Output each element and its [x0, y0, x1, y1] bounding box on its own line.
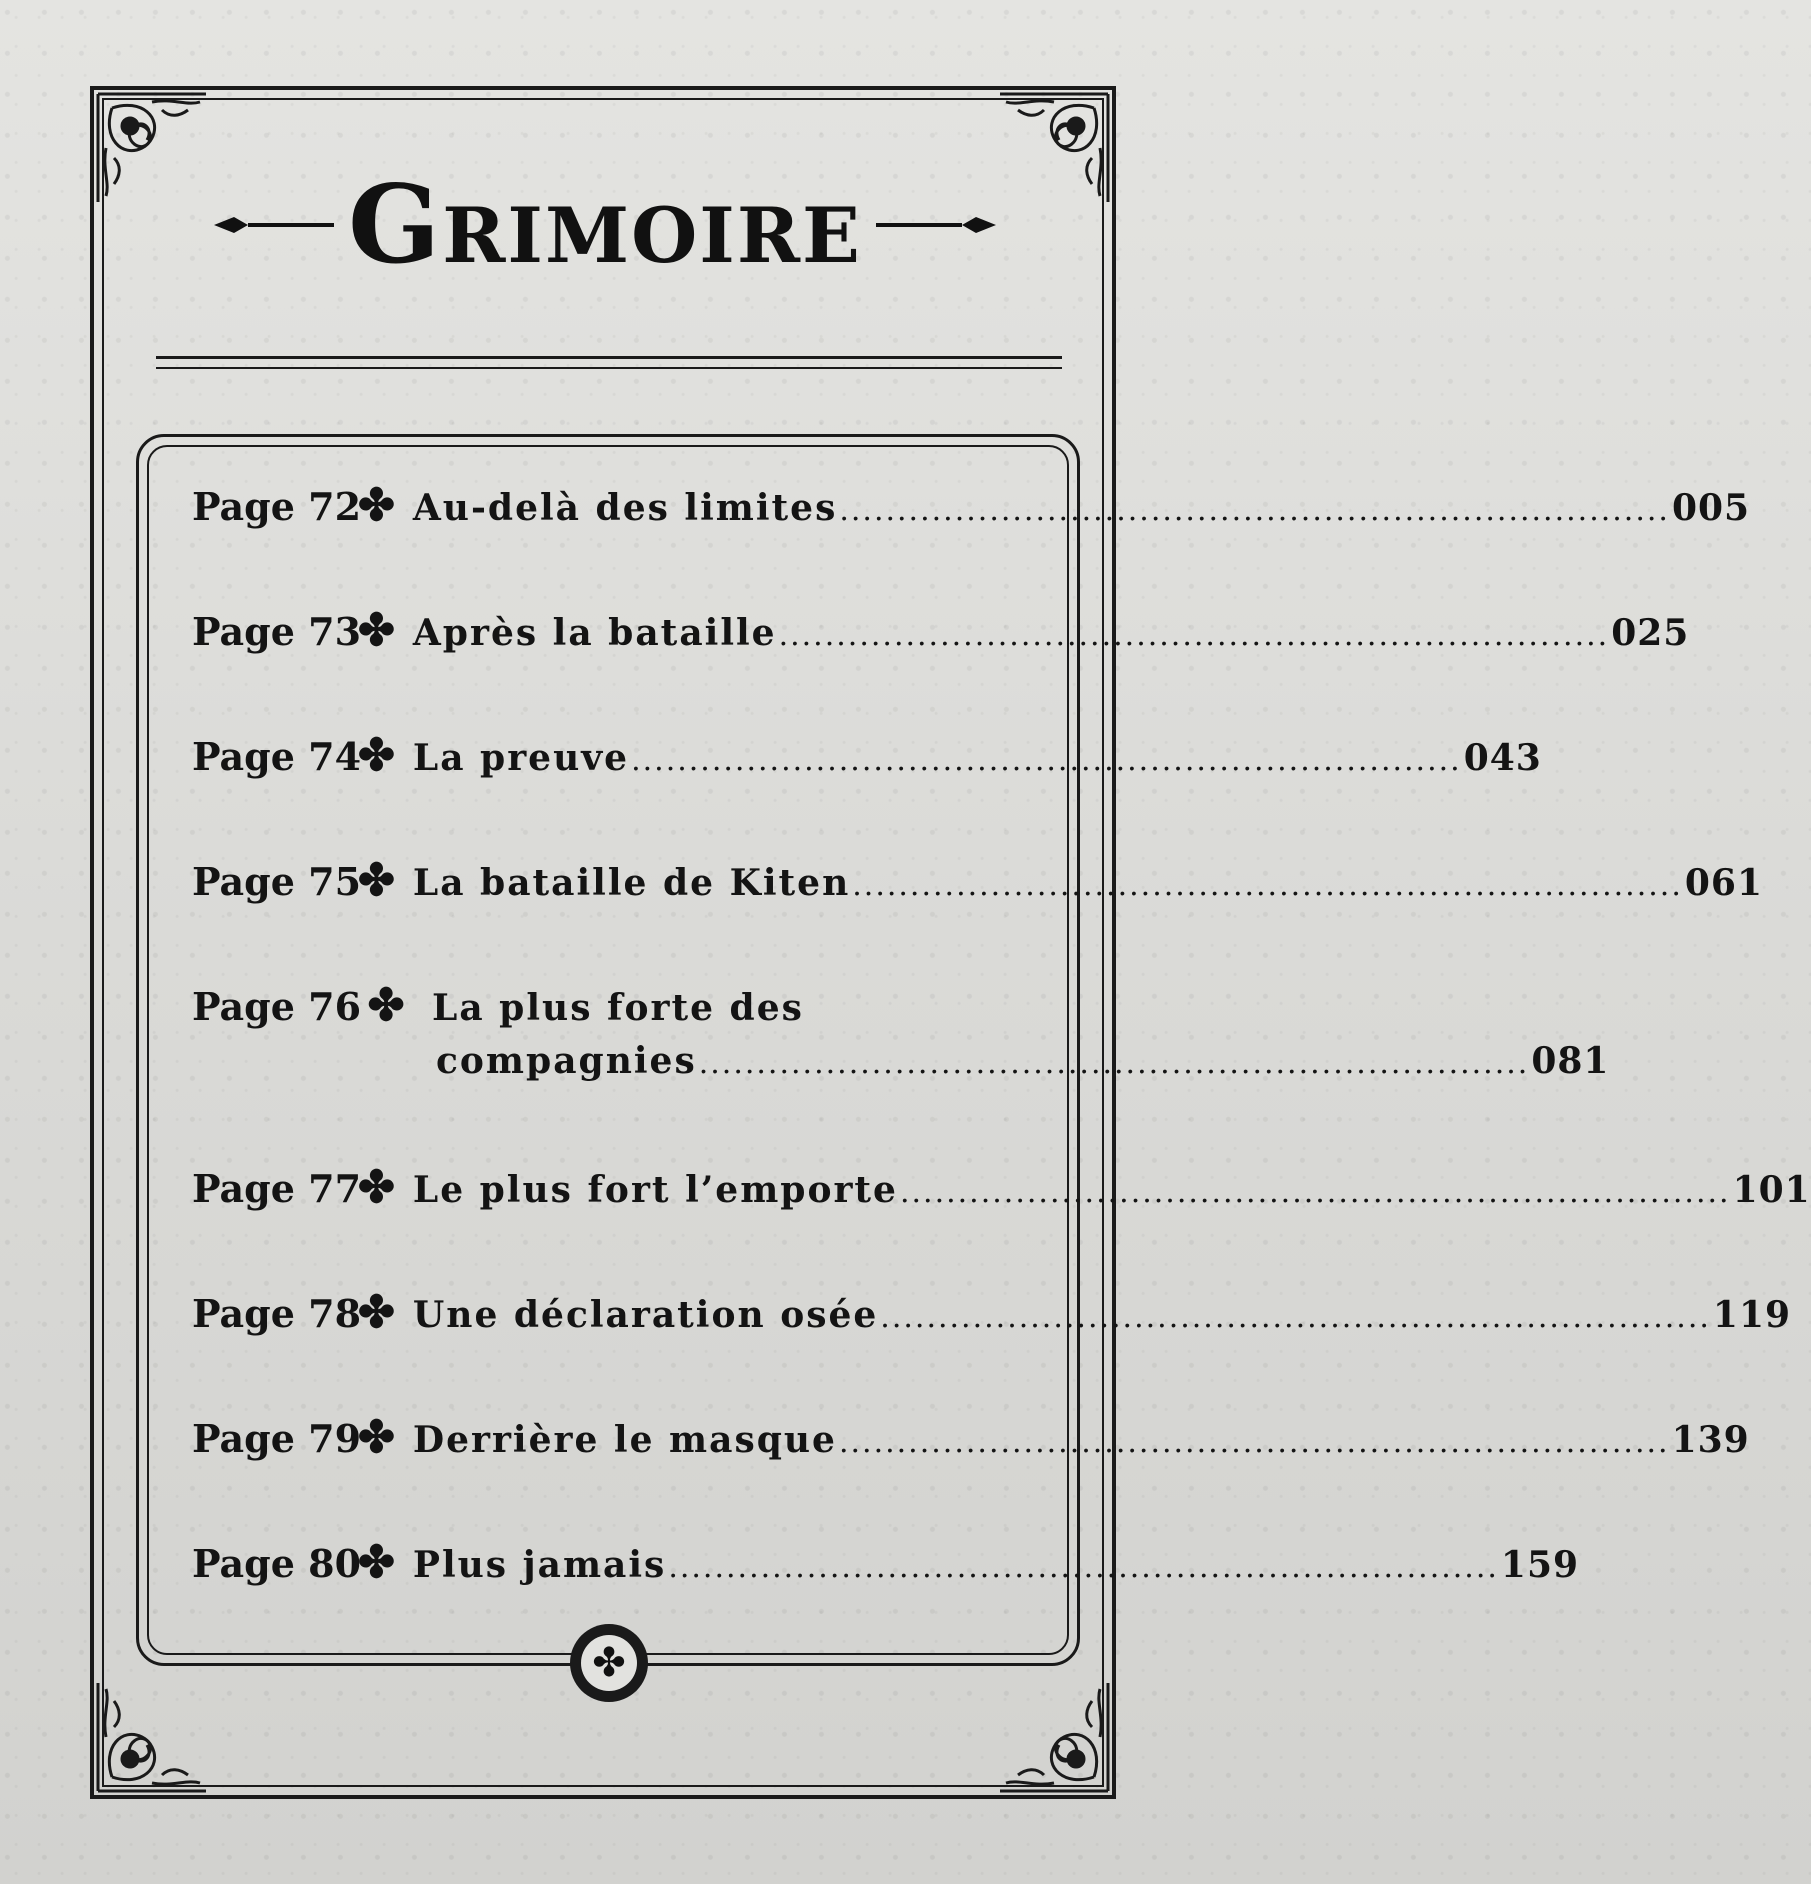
title-flourish-icon [876, 205, 996, 245]
toc-entry[interactable] [192, 1287, 1792, 1347]
chapter-label: Page 72 [192, 484, 362, 529]
clover-icon: ✤ [581, 1635, 637, 1691]
title-flourish-icon [214, 205, 334, 245]
chapter-label: Page 75 [192, 859, 362, 904]
dot-leader: ........................................................................ [778, 618, 1610, 653]
chapter-title: Après la bataille [412, 612, 777, 654]
chapter-title: Le plus fort l’emporte [412, 1169, 898, 1211]
dot-leader: ........................................................................ [838, 1425, 1670, 1460]
toc-entry[interactable] [192, 480, 1751, 540]
chapter-title: Une déclaration osée [412, 1294, 879, 1336]
chapter-title: Au-delà des limites [412, 487, 838, 529]
chapter-title: La bataille de Kiten [412, 862, 851, 904]
page-number: 119 [1712, 1294, 1792, 1336]
dot-leader: ........................................................................ [839, 493, 1670, 528]
dot-leader: ........................................................................ [698, 1046, 1530, 1081]
chapter-label: Page 76 [192, 984, 362, 1029]
page-number: 025 [1611, 612, 1690, 654]
chapter-label: Page 77 [192, 1166, 362, 1211]
chapter-title: Derrière le masque [412, 1419, 837, 1461]
chapter-title: La preuve [412, 737, 630, 779]
chapter-label: Page 74 [192, 734, 362, 779]
chapter-title-continued: compagnies [436, 1040, 697, 1082]
title-row [140, 150, 1070, 300]
clover-icon: ✤ [358, 730, 395, 781]
title-divider [156, 356, 1062, 369]
page-number: 043 [1463, 737, 1542, 779]
chapter-title: Plus jamais [412, 1544, 667, 1586]
clover-icon: ✤ [358, 1162, 395, 1213]
clover-icon: ✤ [358, 605, 395, 656]
toc-entry[interactable] [192, 855, 1764, 915]
corner-ornament-icon [994, 1677, 1114, 1797]
toc-entry[interactable] [192, 980, 1610, 1096]
page-number: 005 [1671, 487, 1751, 529]
dot-leader: ........................................................................ [631, 743, 1462, 778]
toc-entry[interactable] [192, 1412, 1750, 1472]
clover-icon: ✤ [358, 480, 395, 531]
toc-entry[interactable] [192, 1537, 1580, 1597]
chapter-label: Page 79 [192, 1416, 362, 1461]
page-title: Grimoire [348, 162, 862, 288]
clover-icon: ✤ [358, 855, 395, 906]
dot-leader: ........................................................................ [668, 1550, 1499, 1585]
clover-icon: ✤ [358, 1287, 395, 1338]
dot-leader: ........................................................................ [880, 1300, 1711, 1335]
chapter-label: Page 73 [192, 609, 362, 654]
clover-icon: ✤ [367, 980, 405, 1031]
page-number: 101 [1732, 1169, 1811, 1211]
toc-entry[interactable] [192, 605, 1690, 665]
toc-entry[interactable] [192, 730, 1542, 790]
corner-ornament-icon [92, 1677, 212, 1797]
chapter-label: Page 78 [192, 1291, 362, 1336]
chapter-title: La plus forte des [432, 987, 804, 1029]
page-number: 081 [1531, 1040, 1610, 1082]
clover-emblem-icon [570, 1624, 648, 1702]
dot-leader: ........................................................................ [852, 868, 1683, 903]
page-number: 061 [1684, 862, 1764, 904]
chapter-label: Page 80 [192, 1541, 362, 1586]
clover-icon: ✤ [358, 1537, 395, 1588]
clover-icon: ✤ [358, 1412, 395, 1463]
page-number: 139 [1671, 1419, 1750, 1461]
page-number: 159 [1500, 1544, 1580, 1586]
dot-leader: ........................................................................ [899, 1175, 1731, 1210]
toc-entry[interactable] [192, 1162, 1811, 1222]
